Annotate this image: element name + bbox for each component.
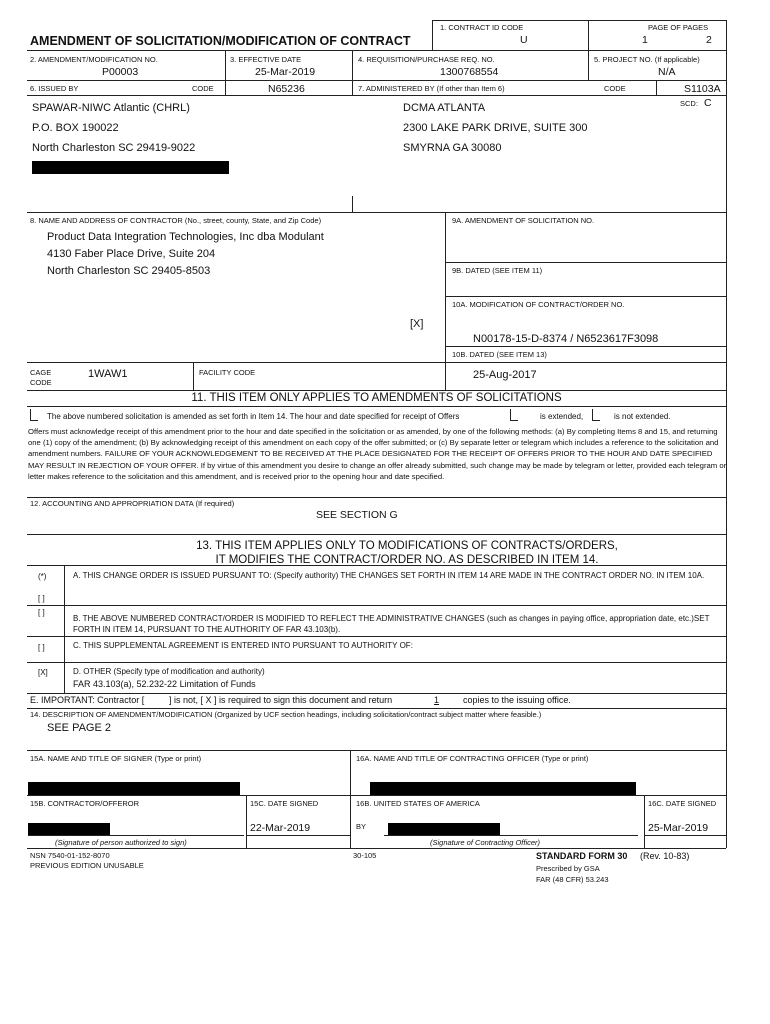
rule bbox=[27, 212, 726, 213]
rule bbox=[350, 750, 351, 848]
solicitation-checkbox[interactable] bbox=[30, 409, 38, 421]
extended-label: is extended, bbox=[540, 412, 584, 421]
contractor-line-3: North Charleston SC 29405-8503 bbox=[47, 265, 211, 277]
page-number: 1 bbox=[642, 34, 648, 46]
item13-heading-2: IT MODIFIES THE CONTRACT/ORDER NO. AS DESCRIBED IN ITEM 14. bbox=[215, 554, 599, 566]
issued-code-value: N65236 bbox=[268, 83, 305, 95]
dated-10b-value: 25-Aug-2017 bbox=[473, 369, 537, 381]
rule bbox=[588, 20, 589, 50]
far-reference: FAR (48 CFR) 53.243 bbox=[536, 875, 609, 884]
issuer-line-3: North Charleston SC 29419-9022 bbox=[32, 142, 196, 154]
rule bbox=[352, 196, 353, 212]
scd-value: C bbox=[704, 97, 712, 109]
rule bbox=[432, 20, 726, 21]
important-middle: ] is not, [ X ] is required to sign this document and return bbox=[169, 695, 393, 705]
admin-code-value: S1103A bbox=[684, 83, 721, 95]
important-suffix: copies to the issuing office. bbox=[463, 695, 571, 705]
rule bbox=[225, 50, 226, 95]
redaction-bar bbox=[388, 823, 500, 835]
rule bbox=[27, 708, 726, 709]
rule bbox=[644, 795, 645, 848]
contractor-date-label: 15C. DATE SIGNED bbox=[250, 799, 319, 808]
rule bbox=[27, 80, 726, 81]
not-extended-checkbox[interactable] bbox=[592, 409, 600, 421]
standard-form-name: STANDARD FORM 30 bbox=[536, 851, 628, 861]
extended-checkbox[interactable] bbox=[510, 409, 518, 421]
accounting-label: 12. ACCOUNTING AND APPROPRIATION DATA (If required) bbox=[30, 499, 235, 508]
item13-d-mark[interactable]: [X] bbox=[38, 668, 48, 677]
redaction-bar bbox=[28, 782, 240, 795]
item11-line1: The above numbered solicitation is amended as set forth in Item 14. The hour and date specified for receipt of Offers bbox=[47, 412, 460, 421]
project-no-value: N/A bbox=[658, 66, 676, 78]
redaction-bar bbox=[28, 823, 110, 835]
form-title: AMENDMENT OF SOLICITATION/MODIFICATION OF CONTRACT bbox=[30, 34, 411, 48]
rule bbox=[64, 565, 65, 693]
page-of-pages-label: PAGE OF PAGES bbox=[648, 23, 709, 32]
rule bbox=[246, 795, 247, 848]
rule bbox=[445, 262, 726, 263]
cage-label: CAGE bbox=[30, 368, 52, 377]
rule bbox=[588, 50, 589, 80]
contractor-offeror-label: 15B. CONTRACTOR/OFFEROR bbox=[30, 799, 140, 808]
item11-heading: 11. THIS ITEM ONLY APPLIES TO AMENDMENTS OF SOLICITATIONS bbox=[191, 392, 562, 404]
rule bbox=[27, 662, 726, 663]
rule bbox=[27, 848, 726, 849]
item13-c-text: C. THIS SUPPLEMENTAL AGREEMENT IS ENTERED INTO PURSUANT TO AUTHORITY OF: bbox=[73, 641, 413, 650]
administrator-line-3: SMYRNA GA 30080 bbox=[403, 142, 502, 154]
project-no-label: 5. PROJECT NO. (If applicable) bbox=[594, 55, 700, 64]
redaction-bar bbox=[370, 782, 636, 795]
cage-value: 1WAW1 bbox=[88, 368, 128, 380]
contractor-date-value: 22-Mar-2019 bbox=[250, 822, 311, 834]
by-label: BY bbox=[356, 822, 367, 831]
accounting-value: SEE SECTION G bbox=[316, 509, 398, 521]
rule bbox=[656, 80, 657, 95]
important-prefix: E. IMPORTANT: Contractor [ bbox=[30, 695, 145, 705]
rule bbox=[432, 20, 433, 50]
rule bbox=[27, 50, 726, 51]
issuer-line-1: SPAWAR-NIWC Atlantic (CHRL) bbox=[32, 102, 190, 114]
redaction-bar bbox=[32, 161, 229, 174]
contractor-line-2: 4130 Faber Place Drive, Suite 204 bbox=[47, 248, 216, 260]
rule bbox=[27, 795, 726, 796]
issued-by-label: 6. ISSUED BY bbox=[30, 84, 79, 93]
pages-total: 2 bbox=[706, 34, 712, 46]
requisition-label: 4. REQUISITION/PURCHASE REQ. NO. bbox=[358, 55, 495, 64]
administrator-line-1: DCMA ATLANTA bbox=[403, 102, 486, 114]
rule bbox=[352, 50, 353, 95]
item13-c-mark[interactable]: [ ] bbox=[38, 643, 45, 652]
administered-by-label: 7. ADMINISTERED BY (If other than Item 6) bbox=[358, 84, 505, 93]
united-states-label: 16B. UNITED STATES OF AMERICA bbox=[356, 799, 480, 808]
item13-heading-1: 13. THIS ITEM APPLIES ONLY TO MODIFICATIONS OF CONTRACTS/ORDERS, bbox=[196, 540, 618, 552]
standard-form-revision: (Rev. 10-83) bbox=[640, 851, 690, 861]
rule bbox=[27, 95, 726, 96]
scd-label: SCD: bbox=[680, 99, 698, 108]
rule bbox=[27, 406, 726, 407]
rule bbox=[445, 212, 446, 390]
dated-10b-label: 10B. DATED (SEE ITEM 13) bbox=[452, 350, 547, 359]
modification-checkbox[interactable]: [X] bbox=[410, 318, 424, 330]
officer-date-value: 25-Mar-2019 bbox=[648, 822, 709, 834]
rule bbox=[27, 636, 726, 637]
rule bbox=[27, 605, 726, 606]
description-label: 14. DESCRIPTION OF AMENDMENT/MODIFICATION (Organized by UCF section headings, including solicitation/contract subject matter where feasible.) bbox=[30, 710, 542, 719]
rule bbox=[445, 296, 726, 297]
effective-date-label: 3. EFFECTIVE DATE bbox=[230, 55, 302, 64]
issuer-line-2: P.O. BOX 190022 bbox=[32, 122, 119, 134]
not-extended-label: is not extended. bbox=[614, 412, 671, 421]
item13-a2-mark[interactable]: [ ] bbox=[38, 594, 45, 603]
officer-signature-caption: (Signature of Contracting Officer) bbox=[430, 838, 541, 847]
contractor-signature-caption: (Signature of person authorized to sign) bbox=[55, 838, 187, 847]
rule bbox=[644, 835, 726, 836]
item13-d-value: FAR 43.103(a), 52.232-22 Limitation of Funds bbox=[73, 679, 256, 689]
item13-a-mark[interactable]: (*) bbox=[38, 572, 47, 581]
officer-date-label: 16C. DATE SIGNED bbox=[648, 799, 717, 808]
contractor-signature-line[interactable] bbox=[28, 835, 244, 836]
issued-code-label: CODE bbox=[192, 84, 214, 93]
rule bbox=[27, 534, 726, 535]
amendment-no-value: P00003 bbox=[102, 66, 139, 78]
item13-a-text: A. THIS CHANGE ORDER IS ISSUED PURSUANT TO: (Specify authority) THE CHANGES SET FORTH IN ITEM 14 ARE MADE IN THE CONTRACT ORDER NO. IN ITEM 10A. bbox=[73, 571, 705, 580]
contract-id-label: 1. CONTRACT ID CODE bbox=[440, 23, 524, 32]
amendment-solicitation-label: 9A. AMENDMENT OF SOLICITATION NO. bbox=[452, 216, 595, 225]
item13-b-mark[interactable]: [ ] bbox=[38, 608, 45, 617]
rule bbox=[27, 750, 726, 751]
rule bbox=[445, 346, 726, 347]
contractor-line-1: Product Data Integration Technologies, Inc dba Modulant bbox=[47, 231, 324, 243]
contractor-label: 8. NAME AND ADDRESS OF CONTRACTOR (No., street, county, State, and Zip Code) bbox=[30, 216, 322, 225]
rule bbox=[27, 390, 726, 391]
item13-b-text: B. THE ABOVE NUMBERED CONTRACT/ORDER IS MODIFIED TO REFLECT THE ADMINISTRATIVE CHANGES (such as changes in paying office, appropriation date, etc.)SET FORTH IN ITEM 14, PURSUANT TO THE AUTHORITY OF FAR 43.103(b). bbox=[73, 614, 710, 634]
officer-name-label: 16A. NAME AND TITLE OF CONTRACTING OFFICER (Type or print) bbox=[356, 754, 589, 763]
rule bbox=[193, 362, 194, 390]
rule bbox=[27, 497, 726, 498]
prescribed-by: Prescribed by GSA bbox=[536, 864, 600, 873]
rule bbox=[27, 362, 726, 363]
effective-date-value: 25-Mar-2019 bbox=[255, 66, 316, 78]
modification-no-label: 10A. MODIFICATION OF CONTRACT/ORDER NO. bbox=[452, 300, 625, 309]
item11-body: Offers must acknowledge receipt of this amendment prior to the hour and date specified in the solicitation or as amended, by one of the following methods: (a) By completing Items 8 and 15, and returning one (1) copy of the amendment; (b) By acknowledging receipt of this amendment on each copy of the offer submitted; or (c) By separate letter or telegram which includes a reference to the solicitation and amendment numbers. FAILURE OF YOUR ACKNOWLEDGEMENT TO BE RECEIVED AT THE PLACE DESIGNATED FOR THE RECEIPT OF OFFERS PRIOR TO THE HOUR AND DATE SPECIFIED MAY RESULT IN REJECTION OF YOUR OFFER. If by virtue of this amendment you desire to change an offer already submitted, such change may be made by telegram or letter, provided each telegram or letter makes reference to the solicitation and this amendment, and is received prior to the opening hour and date specified. bbox=[28, 427, 727, 481]
administrator-line-2: 2300 LAKE PARK DRIVE, SUITE 300 bbox=[403, 122, 588, 134]
modification-no-value: N00178-15-D-8374 / N6523617F3098 bbox=[473, 333, 659, 345]
cage-label-2: CODE bbox=[30, 378, 52, 387]
item13-d-text: D. OTHER (Specify type of modification and authority) bbox=[73, 667, 265, 676]
amendment-no-label: 2. AMENDMENT/MODIFICATION NO. bbox=[30, 55, 158, 64]
requisition-value: 1300768554 bbox=[440, 66, 499, 78]
copies-count: 1 bbox=[434, 695, 440, 705]
signer-name-label: 15A. NAME AND TITLE OF SIGNER (Type or print) bbox=[30, 754, 202, 763]
officer-signature-line[interactable] bbox=[384, 835, 638, 836]
contract-id-value: U bbox=[520, 34, 528, 46]
nsn-number: NSN 7540-01-152-8070 bbox=[30, 851, 110, 860]
admin-code-label: CODE bbox=[604, 84, 626, 93]
dated-9b-label: 9B. DATED (SEE ITEM 11) bbox=[452, 266, 543, 275]
form-code: 30-105 bbox=[353, 851, 377, 860]
facility-code-label: FACILITY CODE bbox=[199, 368, 256, 377]
description-value: SEE PAGE 2 bbox=[47, 722, 111, 734]
rule bbox=[246, 835, 350, 836]
rule bbox=[27, 693, 726, 694]
previous-edition-note: PREVIOUS EDITION UNUSABLE bbox=[30, 861, 144, 870]
